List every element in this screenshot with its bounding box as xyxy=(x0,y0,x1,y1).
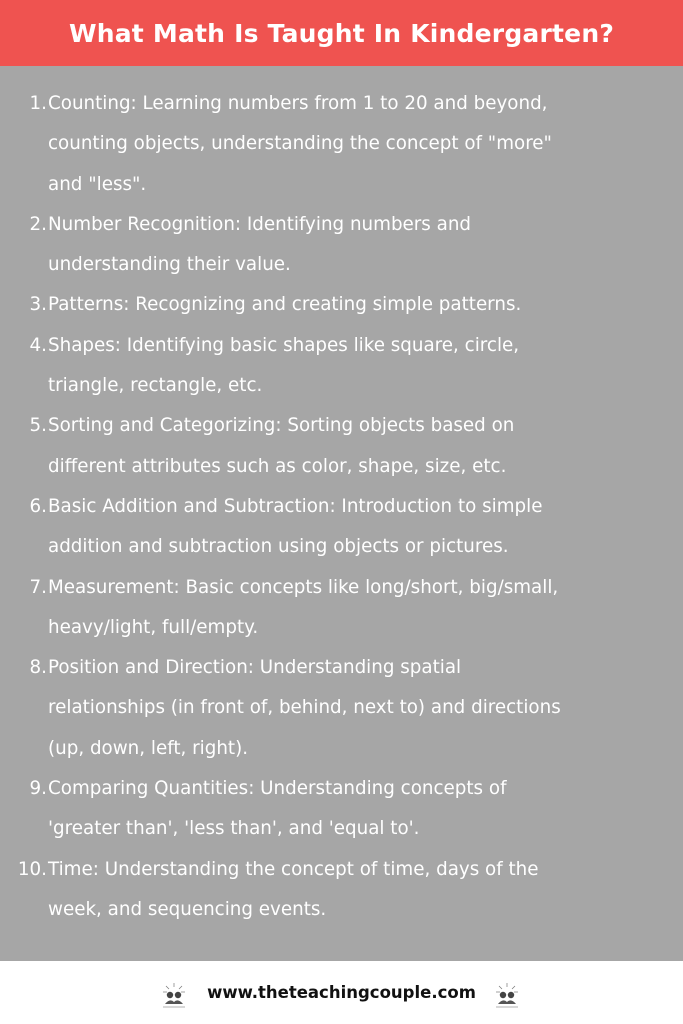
list-item-text-line: heavy/light, full/empty. xyxy=(48,616,259,638)
list-item-text-line: Number Recognition: Identifying numbers and xyxy=(48,213,472,235)
the-teaching-couple-logo-icon xyxy=(493,981,521,1011)
list-item-text-line: understanding their value. xyxy=(48,254,291,276)
list-item-number: 6. xyxy=(29,495,47,517)
list-item xyxy=(0,568,683,649)
list-item xyxy=(0,487,683,568)
page-title: What Math Is Taught In Kindergarten? xyxy=(68,18,615,48)
list-item xyxy=(0,769,683,850)
list-item-text-line: addition and subtraction using objects or pictures. xyxy=(48,536,509,558)
list-item-text-line: Position and Direction: Understanding spatial xyxy=(48,657,462,679)
list-item-number: 10. xyxy=(17,858,47,880)
list-item-text-line: Sorting and Categorizing: Sorting objects based on xyxy=(48,415,515,437)
list-item-text-line: week, and sequencing events. xyxy=(48,898,327,920)
list-item xyxy=(0,406,683,487)
list-item-text-line: triangle, rectangle, etc. xyxy=(48,375,263,397)
list-item-text-line: relationships (in front of, behind, next to) and directions xyxy=(48,697,561,719)
list-item-text-line: different attributes such as color, shape, size, etc. xyxy=(48,455,507,477)
header-banner xyxy=(0,0,683,66)
website-url: www.theteachingcouple.com xyxy=(207,983,476,1002)
footer xyxy=(0,961,683,1024)
math-topics-list xyxy=(0,84,683,930)
list-item-text-line: Patterns: Recognizing and creating simple patterns. xyxy=(48,294,522,316)
list-item-number: 8. xyxy=(29,657,47,679)
list-item xyxy=(0,205,683,286)
list-item-text-line: counting objects, understanding the concept of "more" xyxy=(48,133,552,155)
list-item xyxy=(0,648,683,769)
list-item-number: 5. xyxy=(29,415,47,437)
list-item-number: 9. xyxy=(29,778,47,800)
list-item xyxy=(0,326,683,407)
list-item-number: 1. xyxy=(29,93,47,114)
list-item-number: 7. xyxy=(29,576,47,598)
list-item-text-line: and "less". xyxy=(48,173,147,195)
list-item-text-line: Time: Understanding the concept of time, days of the xyxy=(48,858,539,880)
list-item-text-line: Comparing Quantities: Understanding concepts of xyxy=(48,778,507,800)
list-item xyxy=(0,84,683,205)
list-item-text-line: Counting: Learning numbers from 1 to 20 and beyond, xyxy=(48,93,548,114)
list-item xyxy=(0,285,683,325)
list-item-number: 2. xyxy=(29,213,47,235)
list-item xyxy=(0,850,683,931)
list-item-text-line: Measurement: Basic concepts like long/short, big/small, xyxy=(48,576,559,598)
list-item-text-line: Basic Addition and Subtraction: Introduction to simple xyxy=(48,495,543,517)
list-item-number: 4. xyxy=(29,334,47,356)
list-item-number: 3. xyxy=(29,294,47,316)
list-item-text-line: Shapes: Identifying basic shapes like square, circle, xyxy=(48,334,520,356)
list-item-text-line: (up, down, left, right). xyxy=(48,737,249,759)
list-item-text-line: 'greater than', 'less than', and 'equal to'. xyxy=(48,818,420,840)
